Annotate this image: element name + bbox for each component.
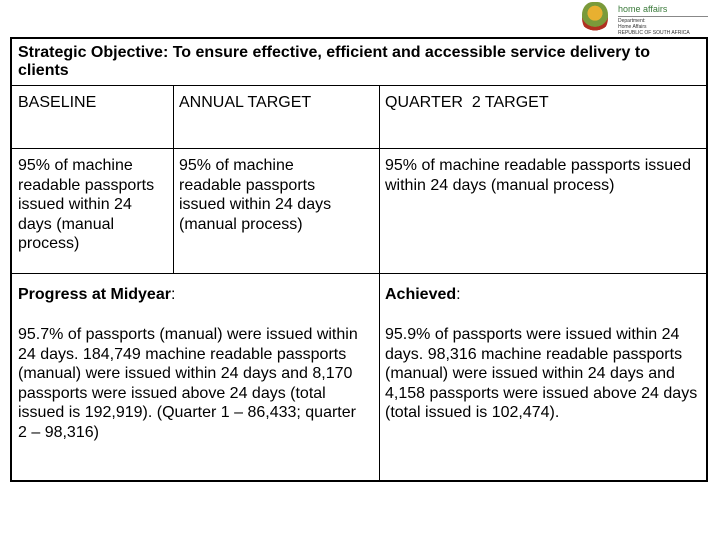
logo-divider bbox=[618, 16, 708, 17]
coat-of-arms-icon bbox=[582, 2, 608, 34]
progress-label: Progress at Midyear: bbox=[18, 286, 176, 303]
header-quarter-target: QUARTER 2 TARGET bbox=[385, 94, 549, 111]
home-affairs-logo bbox=[582, 2, 712, 36]
achieved-text: 95.9% of passports were issued within 24 days. 98,316 machine readable passports (manual) were issued within 24 days and 4,158 passports were issued above 24 days (total issued is 102,474). bbox=[385, 326, 698, 421]
progress-text: 95.7% of passports (manual) were issued within 24 days. 184,749 machine readable passports (manual) were issued within 24 days and 8,170 passports were issued above 24 days (total issued is 192,919). (Quarter 1 – 86,433; quarter 2 – 98,316) bbox=[18, 326, 358, 441]
annual-target-value: 95% of machine readable passports issued within 24 days (manual process) bbox=[179, 157, 332, 233]
logo-subtext: Department: Home Affairs REPUBLIC OF SOUTH AFRICA bbox=[618, 18, 690, 36]
quarter-target-value: 95% of machine readable passports issued within 24 days (manual process) bbox=[385, 157, 691, 194]
header-annual-target: ANNUAL TARGET bbox=[179, 94, 312, 111]
baseline-value: 95% of machine readable passports issued within 24 days (manual process) bbox=[18, 157, 155, 252]
strategic-objective: Strategic Objective: To ensure effective, efficient and accessible service delivery to clients bbox=[18, 44, 650, 79]
header-baseline: BASELINE bbox=[18, 94, 97, 111]
logo-name: home affairs bbox=[618, 4, 668, 14]
objective-table bbox=[10, 37, 708, 482]
achieved-label: Achieved: bbox=[385, 286, 461, 303]
